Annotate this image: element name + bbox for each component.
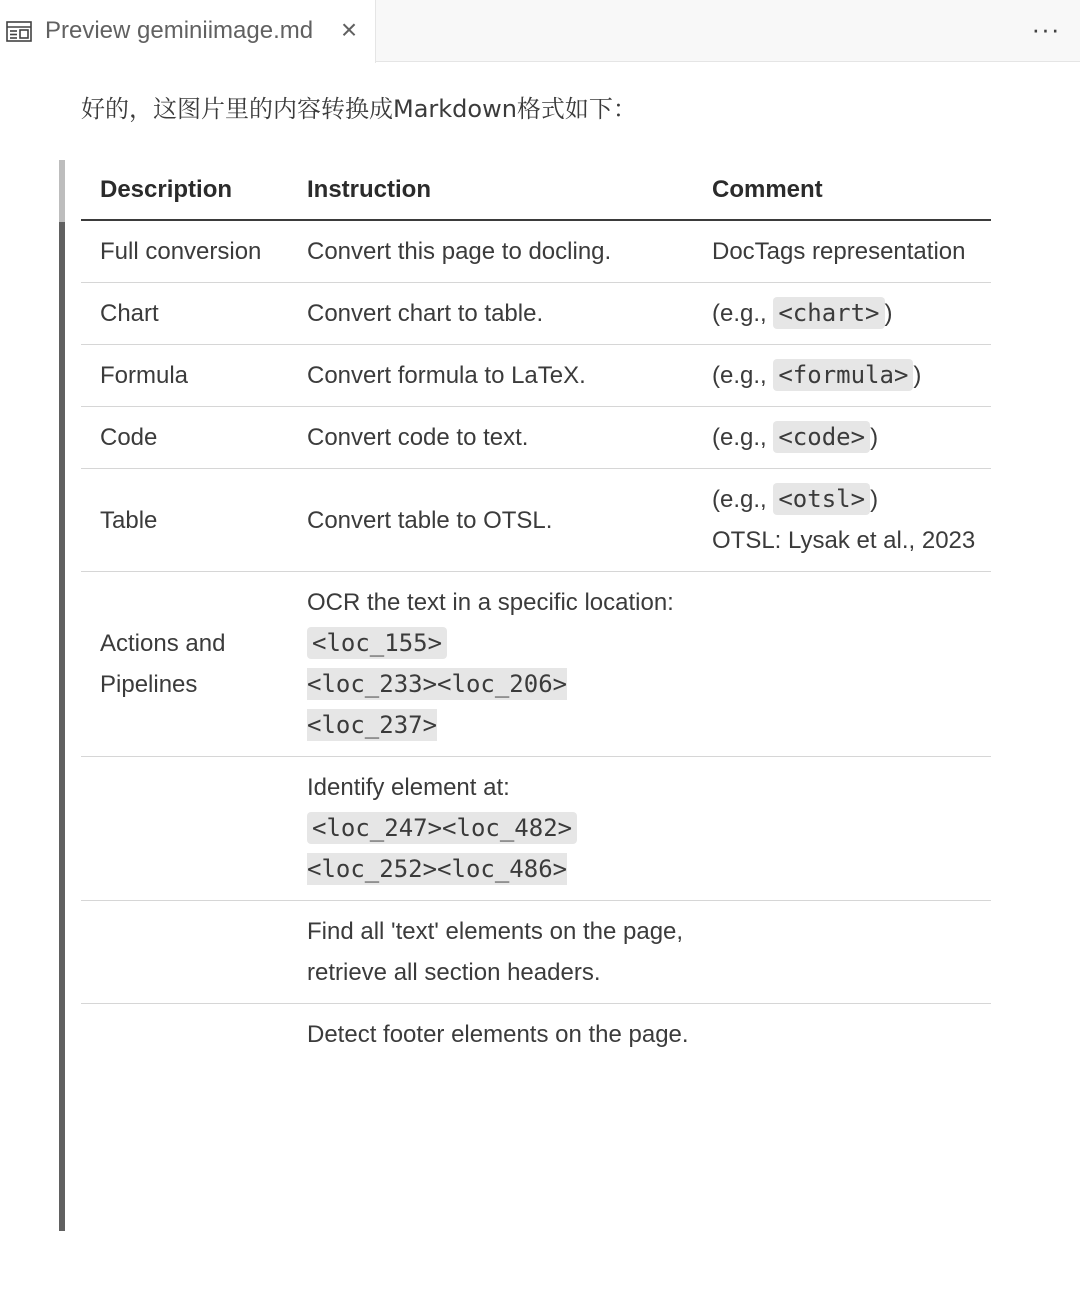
instruction-cell: Find all 'text' elements on the page, retrieve all section headers. bbox=[294, 901, 699, 1004]
description-cell: Formula bbox=[81, 345, 294, 407]
comment-cell: DocTags representation bbox=[699, 220, 991, 283]
comment-cell bbox=[699, 283, 991, 345]
comment-cell bbox=[699, 345, 991, 407]
inline-code: <code> bbox=[773, 421, 870, 453]
comment-prefix: (e.g., bbox=[712, 486, 774, 513]
table-row bbox=[81, 469, 991, 572]
inline-code: <chart> bbox=[773, 297, 884, 329]
description-cell: Full conversion bbox=[81, 220, 294, 283]
instruction-prefix: Identify element at: bbox=[307, 774, 510, 801]
inline-code: <loc_247><loc_482> bbox=[307, 812, 577, 844]
markdown-table bbox=[81, 160, 991, 1065]
description-cell: Chart bbox=[81, 283, 294, 345]
close-icon[interactable]: × bbox=[340, 14, 358, 45]
more-actions-icon[interactable]: ··· bbox=[1031, 14, 1061, 44]
instruction-prefix: OCR the text in a specific location: bbox=[307, 589, 674, 616]
table-row bbox=[81, 572, 991, 757]
comment-prefix: (e.g., bbox=[712, 300, 774, 327]
comment-cell bbox=[699, 572, 991, 757]
comment-cell bbox=[699, 901, 991, 1004]
intro-text: 好的，这图片里的内容转换成Markdown格式如下： bbox=[81, 95, 637, 123]
table-header-row bbox=[81, 160, 991, 220]
preview-tab[interactable] bbox=[0, 0, 376, 63]
inline-code: <loc_237> bbox=[307, 711, 438, 739]
description-cell bbox=[81, 901, 294, 1004]
header-instruction: Instruction bbox=[294, 160, 699, 220]
comment-suffix: ) bbox=[870, 486, 879, 513]
instruction-cell: Convert this page to docling. bbox=[294, 220, 699, 283]
inline-code: <loc_252><loc_486> bbox=[307, 855, 568, 883]
instruction-cell: Convert table to OTSL. bbox=[294, 469, 699, 572]
instruction-cell: Convert code to text. bbox=[294, 407, 699, 469]
description-cell: Actions and Pipelines bbox=[81, 572, 294, 757]
comment-cell bbox=[699, 1004, 991, 1066]
preview-icon bbox=[6, 21, 32, 42]
header-comment: Comment bbox=[699, 160, 991, 220]
inline-code: <loc_233><loc_206> bbox=[307, 670, 568, 698]
comment-prefix: (e.g., bbox=[712, 362, 774, 389]
inline-code: <formula> bbox=[773, 359, 913, 391]
comment-cell bbox=[699, 469, 991, 572]
table-row bbox=[81, 1004, 991, 1066]
comment-prefix: (e.g., bbox=[712, 424, 774, 451]
header-description: Description bbox=[81, 160, 294, 220]
comment-suffix: ) bbox=[913, 362, 922, 389]
comment-suffix: ) bbox=[870, 424, 879, 451]
table-row bbox=[81, 407, 991, 469]
table-row bbox=[81, 283, 991, 345]
tab-title: Preview geminiimage.md bbox=[45, 17, 314, 44]
comment-cell bbox=[699, 407, 991, 469]
instruction-cell: Detect footer elements on the page. bbox=[307, 1021, 689, 1048]
instruction-cell bbox=[294, 572, 699, 757]
editor-tab-bar bbox=[0, 0, 1080, 62]
instruction-cell bbox=[294, 757, 699, 901]
table-row bbox=[81, 220, 991, 283]
scroll-indicator-top bbox=[59, 160, 65, 222]
instruction-cell: Convert formula to LaTeX. bbox=[294, 345, 699, 407]
comment-cell bbox=[699, 757, 991, 901]
table-row bbox=[81, 901, 991, 1004]
comment-suffix: ) bbox=[884, 300, 893, 327]
description-cell bbox=[81, 757, 294, 901]
scroll-indicator bbox=[59, 160, 65, 1231]
table-row bbox=[81, 757, 991, 901]
instruction-cell: Convert chart to table. bbox=[294, 283, 699, 345]
inline-code: <otsl> bbox=[773, 483, 870, 515]
description-cell: Code bbox=[81, 407, 294, 469]
table-row bbox=[81, 345, 991, 407]
description-cell bbox=[81, 1004, 294, 1066]
inline-code: <loc_155> bbox=[307, 627, 447, 659]
comment-note: OTSL: Lysak et al., 2023 bbox=[712, 527, 976, 554]
description-cell: Table bbox=[81, 469, 294, 572]
